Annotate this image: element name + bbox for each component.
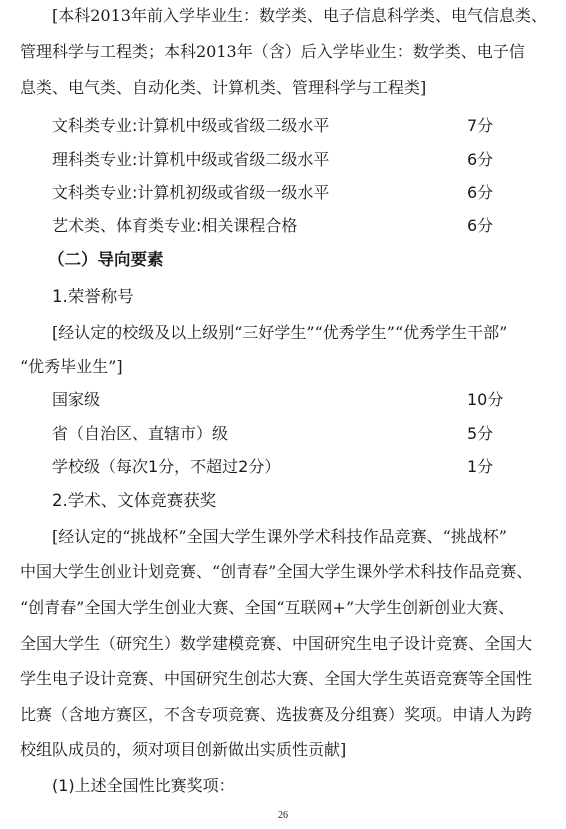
score-value: 6分 bbox=[467, 216, 494, 235]
section-heading: （二）导向要素 bbox=[48, 250, 164, 269]
score-row bbox=[0, 116, 566, 138]
criteria-text-line: [本科2013年前入学毕业生：数学类、电子信息科学类、电气信息类、 bbox=[52, 6, 547, 25]
score-row bbox=[0, 183, 566, 205]
score-value: 10分 bbox=[467, 390, 504, 409]
score-label: 艺术类、体育类专业:相关课程合格 bbox=[52, 216, 298, 235]
score-label: 国家级 bbox=[52, 390, 101, 409]
criteria-text-line: 校组队成员的，须对项目创新做出实质性贡献] bbox=[20, 740, 347, 759]
score-row bbox=[0, 390, 566, 412]
criteria-text-line: [经认定的“挑战杯”全国大学生课外学术科技作品竞赛、“挑战杯” bbox=[52, 527, 507, 546]
score-row bbox=[0, 216, 566, 238]
score-value: 7分 bbox=[467, 116, 494, 135]
criteria-text-line: [经认定的校级及以上级别“三好学生”“优秀学生”“优秀学生干部” bbox=[52, 323, 508, 342]
criteria-text-line: “创青春”全国大学生创业大赛、全国“互联网+”大学生创新创业大赛、 bbox=[20, 598, 515, 617]
criteria-text-line: 管理科学与工程类；本科2013年（含）后入学毕业生：数学类、电子信 bbox=[20, 42, 525, 61]
criteria-text-line: 学生电子设计竞赛、中国研究生创芯大赛、全国大学生英语竞赛等全国性 bbox=[20, 669, 533, 688]
score-label: 文科类专业:计算机中级或省级二级水平 bbox=[52, 116, 330, 135]
score-row bbox=[0, 424, 566, 446]
score-value: 5分 bbox=[467, 424, 494, 443]
score-row bbox=[0, 150, 566, 172]
criteria-text-line: 比赛（含地方赛区，不含专项竞赛、选拔赛及分组赛）奖项。申请人为跨 bbox=[20, 705, 533, 724]
score-value: 6分 bbox=[467, 150, 494, 169]
score-label: 省（自治区、直辖市）级 bbox=[52, 424, 229, 443]
score-value: 6分 bbox=[467, 183, 494, 202]
subsection-heading: 1.荣誉称号 bbox=[52, 287, 134, 306]
criteria-text-line: “优秀毕业生”] bbox=[20, 357, 123, 376]
score-label: 文科类专业:计算机初级或省级一级水平 bbox=[52, 183, 330, 202]
page-number: 26 bbox=[278, 810, 288, 821]
score-label: 理科类专业:计算机中级或省级二级水平 bbox=[52, 150, 330, 169]
score-value: 1分 bbox=[467, 457, 494, 476]
subsection-heading: 2.学术、文体竞赛获奖 bbox=[52, 491, 217, 510]
criteria-text-line: 中国大学生创业计划竞赛、“创青春”全国大学生课外学术科技作品竞赛、 bbox=[20, 562, 533, 581]
score-label: 学校级（每次1分，不超过2分） bbox=[52, 457, 281, 476]
list-item: (1)上述全国性比赛奖项： bbox=[52, 776, 235, 795]
criteria-text-line: 全国大学生（研究生）数学建模竞赛、中国研究生电子设计竞赛、全国大 bbox=[20, 634, 533, 653]
score-row bbox=[0, 457, 566, 479]
criteria-text-line: 息类、电气类、自动化类、计算机类、管理科学与工程类] bbox=[20, 78, 427, 97]
